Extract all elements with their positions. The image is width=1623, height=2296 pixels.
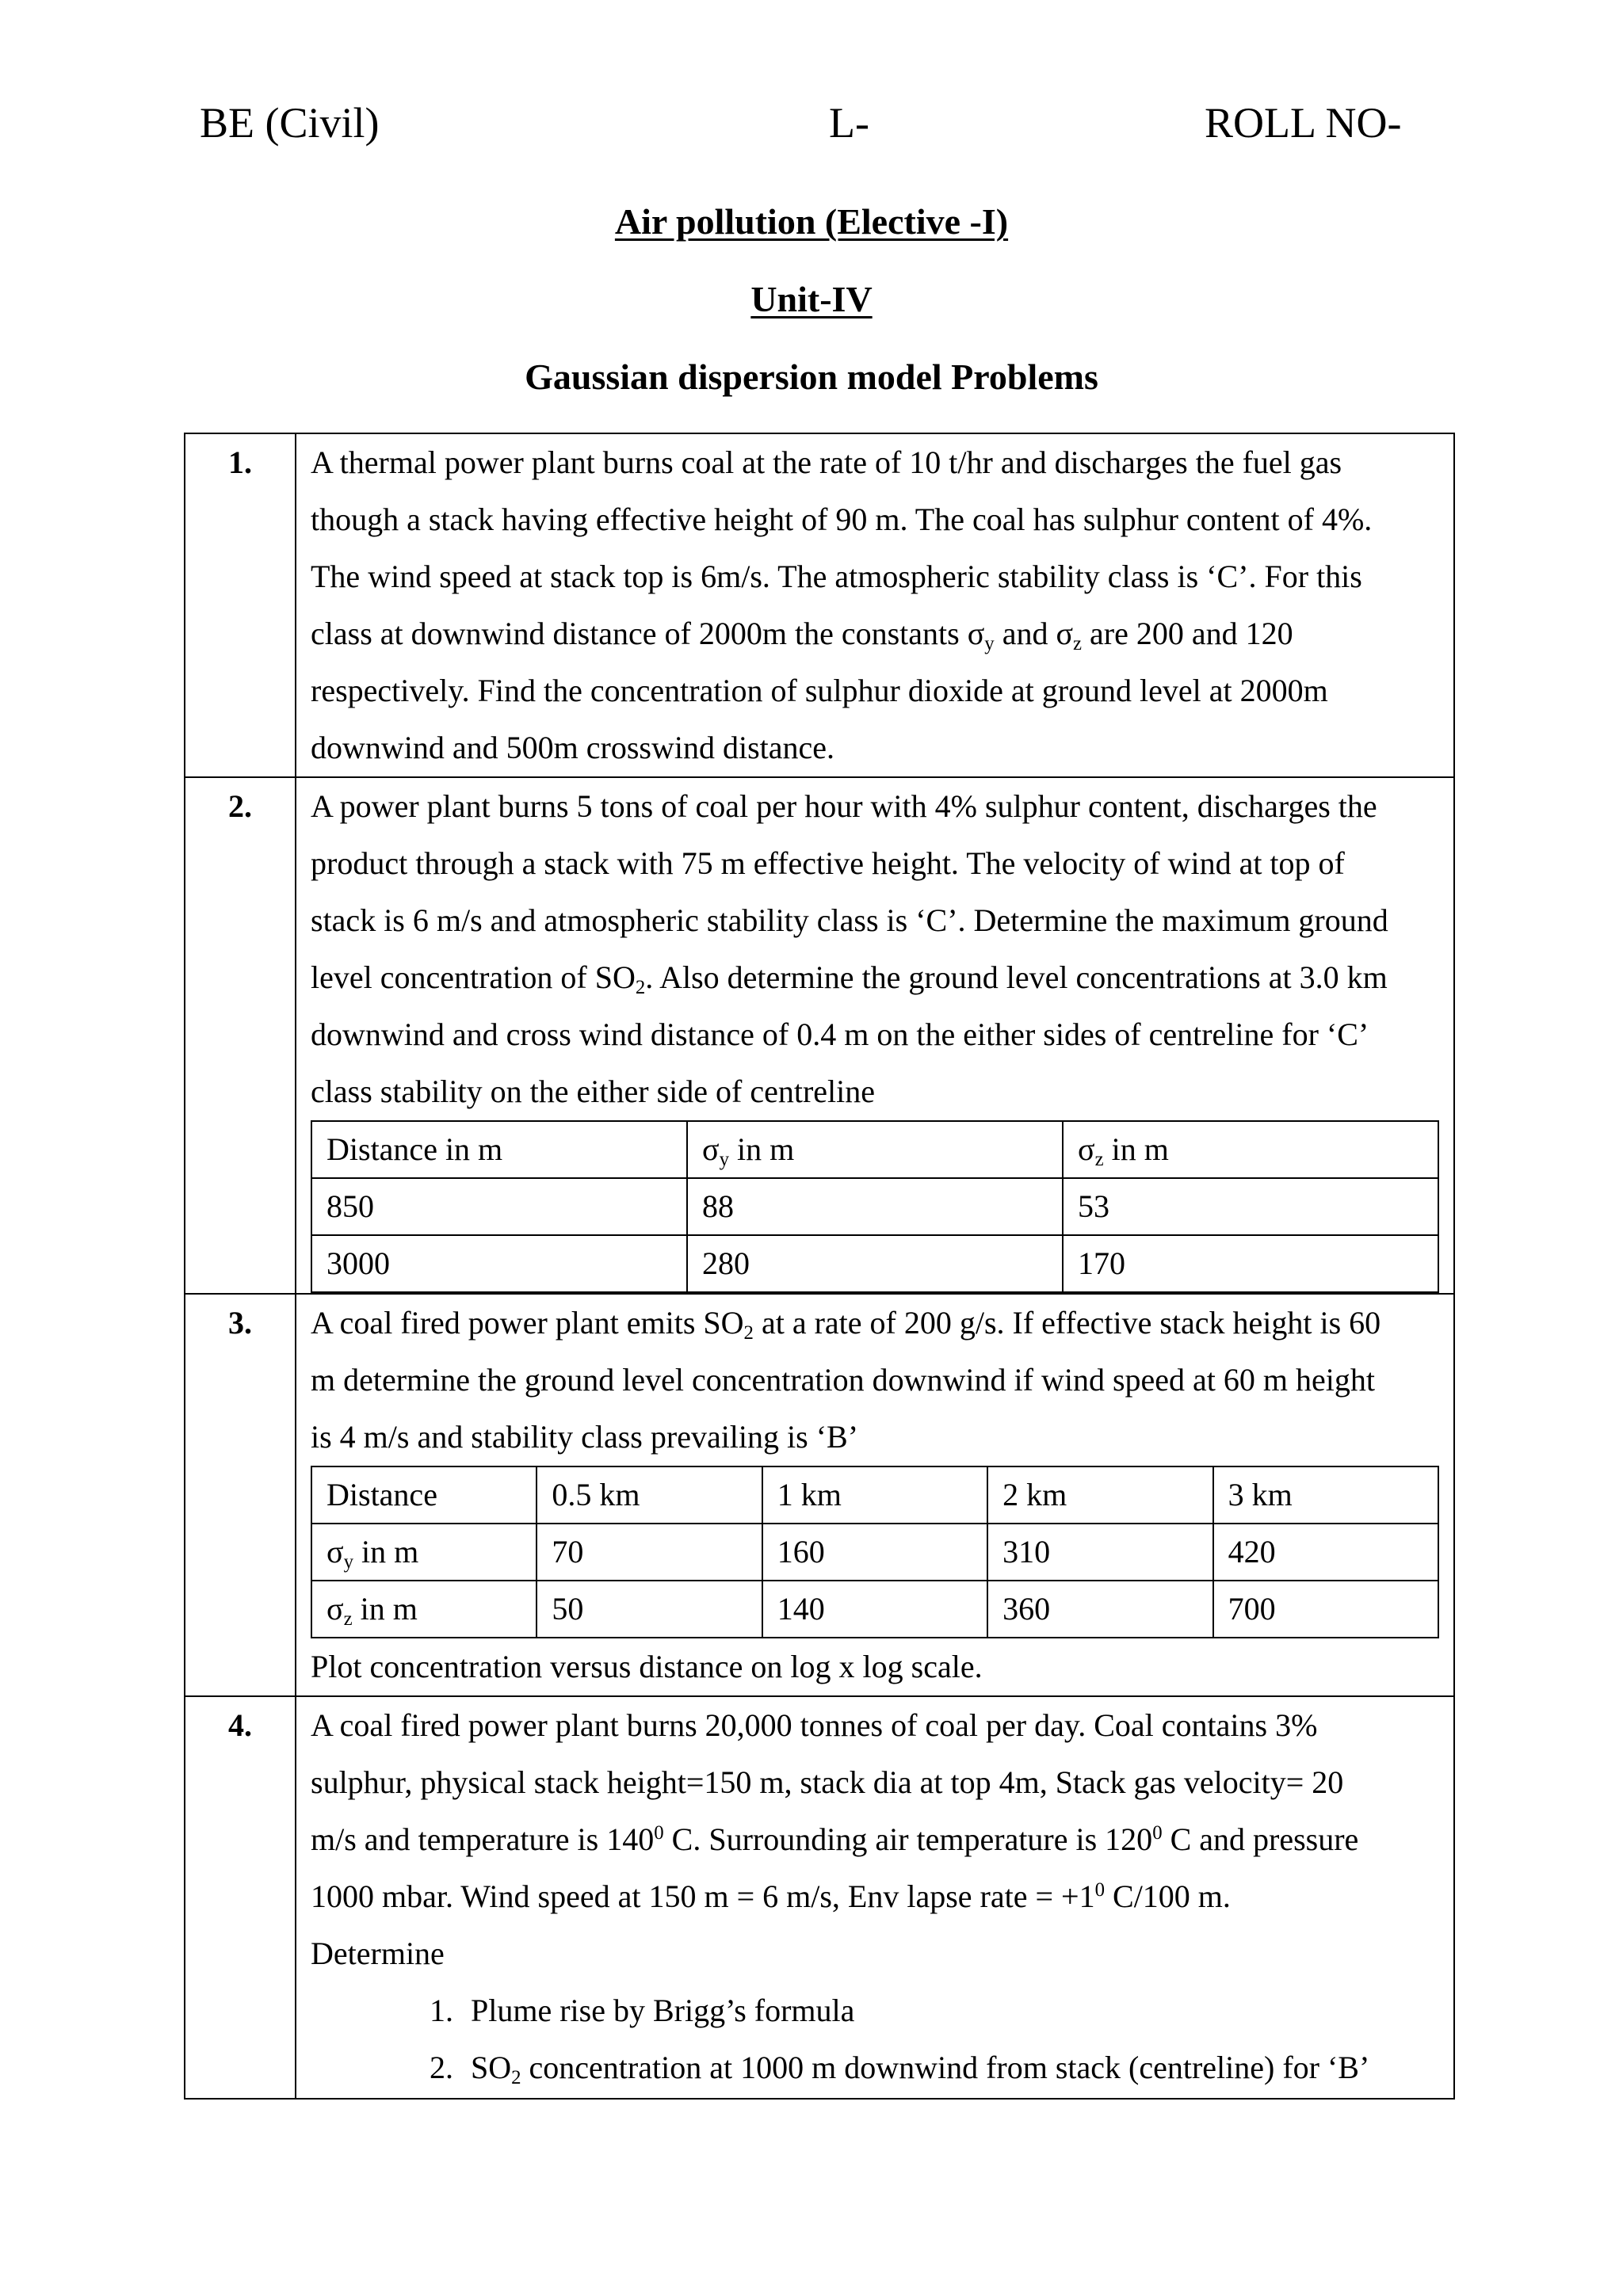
problem-text <box>296 1294 1454 1696</box>
text: level concentration of SO <box>311 959 636 995</box>
text: in m <box>352 1591 418 1627</box>
line: product through a stack with 75 m effective height. The velocity of wind at top of <box>311 845 1345 881</box>
subscript: y <box>343 1550 353 1573</box>
sigma-table-q3 <box>311 1466 1439 1638</box>
line: A coal fired power plant burns 20,000 tonnes of coal per day. Coal contains 3% <box>311 1707 1318 1743</box>
table-cell <box>687 1121 1063 1178</box>
problem-text <box>296 777 1454 1294</box>
subscript: z <box>1094 1148 1104 1170</box>
text: σ <box>1078 1131 1095 1167</box>
line: is 4 m/s and stability class prevailing is ‘B’ <box>311 1419 859 1455</box>
line: sulphur, physical stack height=150 m, stack dia at top 4m, Stack gas velocity= 20 <box>311 1764 1344 1800</box>
line <box>311 1811 1444 1868</box>
table-cell <box>1063 1121 1438 1178</box>
table-cell: 170 <box>1063 1235 1438 1292</box>
text: are 200 and 120 <box>1082 616 1293 651</box>
subscript: 2 <box>635 976 646 998</box>
subscript: y <box>984 632 995 654</box>
sigma-table-q2 <box>311 1120 1439 1293</box>
text: A coal fired power plant emits SO <box>311 1305 744 1341</box>
table-cell: 70 <box>537 1524 762 1581</box>
text: C and pressure <box>1162 1821 1359 1857</box>
line: m determine the ground level concentration downwind if wind speed at 60 m height <box>311 1362 1375 1398</box>
problem-row-3 <box>185 1294 1454 1696</box>
table-cell: 0.5 km <box>537 1466 762 1524</box>
table-cell: 360 <box>987 1581 1212 1638</box>
table-cell <box>311 1581 537 1638</box>
table-cell: 160 <box>762 1524 987 1581</box>
determine-list <box>311 1982 1444 2096</box>
text: m/s and temperature is 140 <box>311 1821 655 1857</box>
subject-title: Air pollution (Elective -I) <box>614 201 1009 242</box>
subscript: z <box>1073 632 1083 654</box>
table-row <box>311 1466 1438 1524</box>
problem-number: 1. <box>185 433 296 777</box>
problem-text <box>296 433 1454 777</box>
topic-title: Gaussian dispersion model Problems <box>525 357 1098 397</box>
table-row <box>311 1121 1438 1178</box>
line <box>311 605 1444 662</box>
line: Determine <box>311 1936 445 1971</box>
text: and σ <box>994 616 1074 651</box>
table-cell: 700 <box>1213 1581 1438 1638</box>
line: class stability on the either side of centreline <box>311 1074 875 1109</box>
problem-row-1 <box>185 433 1454 777</box>
text: σ <box>327 1534 344 1569</box>
table-cell: 3000 <box>311 1235 687 1292</box>
subscript: 2 <box>511 2066 521 2088</box>
text: C. Surrounding air temperature is 120 <box>663 1821 1153 1857</box>
table-cell: 50 <box>537 1581 762 1638</box>
text: in m <box>353 1534 419 1569</box>
table-cell: 280 <box>687 1235 1063 1292</box>
text: σ <box>327 1591 344 1627</box>
text: concentration at 1000 m downwind from stack (centreline) for ‘B’ <box>521 2050 1370 2085</box>
table-cell: 140 <box>762 1581 987 1638</box>
text: SO <box>471 2050 512 2085</box>
line <box>311 1868 1444 1925</box>
problem-number: 2. <box>185 777 296 1294</box>
table-row <box>311 1524 1438 1581</box>
line: downwind and cross wind distance of 0.4 m on the either sides of centreline for ‘C’ <box>311 1016 1369 1052</box>
superscript: 0 <box>654 1822 664 1844</box>
text: class at downwind distance of 2000m the constants σ <box>311 616 985 651</box>
table-cell: 1 km <box>762 1466 987 1524</box>
line <box>311 1295 1444 1352</box>
line: downwind and 500m crosswind distance. <box>311 730 835 765</box>
line: A thermal power plant burns coal at the rate of 10 t/hr and discharges the fuel gas <box>311 444 1342 480</box>
table-cell: 53 <box>1063 1178 1438 1235</box>
problem-text <box>296 1696 1454 2099</box>
lecture-label: L- <box>829 99 869 147</box>
line: stack is 6 m/s and atmospheric stability class is ‘C’. Determine the maximum ground <box>311 902 1388 938</box>
line: respectively. Find the concentration of sulphur dioxide at ground level at 2000m <box>311 673 1328 708</box>
table-row <box>311 1235 1438 1292</box>
table-cell: 420 <box>1213 1524 1438 1581</box>
text: in m <box>1103 1131 1169 1167</box>
problem-number: 4. <box>185 1696 296 2099</box>
table-row <box>311 1581 1438 1638</box>
unit-title: Unit-IV <box>750 279 873 319</box>
problems-table <box>184 433 1455 2100</box>
text: C/100 m. <box>1105 1878 1231 1914</box>
text: σ <box>702 1131 720 1167</box>
text: . Also determine the ground level concentrations at 3.0 km <box>645 959 1388 995</box>
table-cell: Distance in m <box>311 1121 687 1178</box>
table-cell: 88 <box>687 1178 1063 1235</box>
text: in m <box>728 1131 795 1167</box>
list-item <box>461 2039 1444 2096</box>
line: Plot concentration versus distance on log x log scale. <box>311 1649 983 1684</box>
table-cell: 3 km <box>1213 1466 1438 1524</box>
text: at a rate of 200 g/s. If effective stack height is 60 <box>753 1305 1381 1341</box>
table-cell: 850 <box>311 1178 687 1235</box>
table-cell: 2 km <box>987 1466 1212 1524</box>
line: A power plant burns 5 tons of coal per hour with 4% sulphur content, discharges the <box>311 788 1377 824</box>
table-cell <box>311 1524 537 1581</box>
text: 1000 mbar. Wind speed at 150 m = 6 m/s, Env lapse rate = +1 <box>311 1878 1095 1914</box>
roll-number-label: ROLL NO- <box>1205 99 1402 147</box>
table-cell: 310 <box>987 1524 1212 1581</box>
course-label: BE (Civil) <box>200 99 380 147</box>
superscript: 0 <box>1094 1879 1106 1901</box>
problem-row-2 <box>185 777 1454 1294</box>
problem-number: 3. <box>185 1294 296 1696</box>
line <box>311 949 1444 1006</box>
table-row <box>311 1178 1438 1235</box>
subscript: z <box>343 1608 353 1630</box>
subscript: y <box>719 1148 729 1170</box>
line: though a stack having effective height of 90 m. The coal has sulphur content of 4%. <box>311 502 1373 537</box>
table-cell: Distance <box>311 1466 537 1524</box>
line: The wind speed at stack top is 6m/s. The atmospheric stability class is ‘C’. For this <box>311 559 1362 594</box>
list-item: 1. Plume rise by Brigg’s formula <box>461 1982 1444 2039</box>
problem-row-4 <box>185 1696 1454 2099</box>
superscript: 0 <box>1152 1822 1163 1844</box>
subscript: 2 <box>743 1322 754 1344</box>
